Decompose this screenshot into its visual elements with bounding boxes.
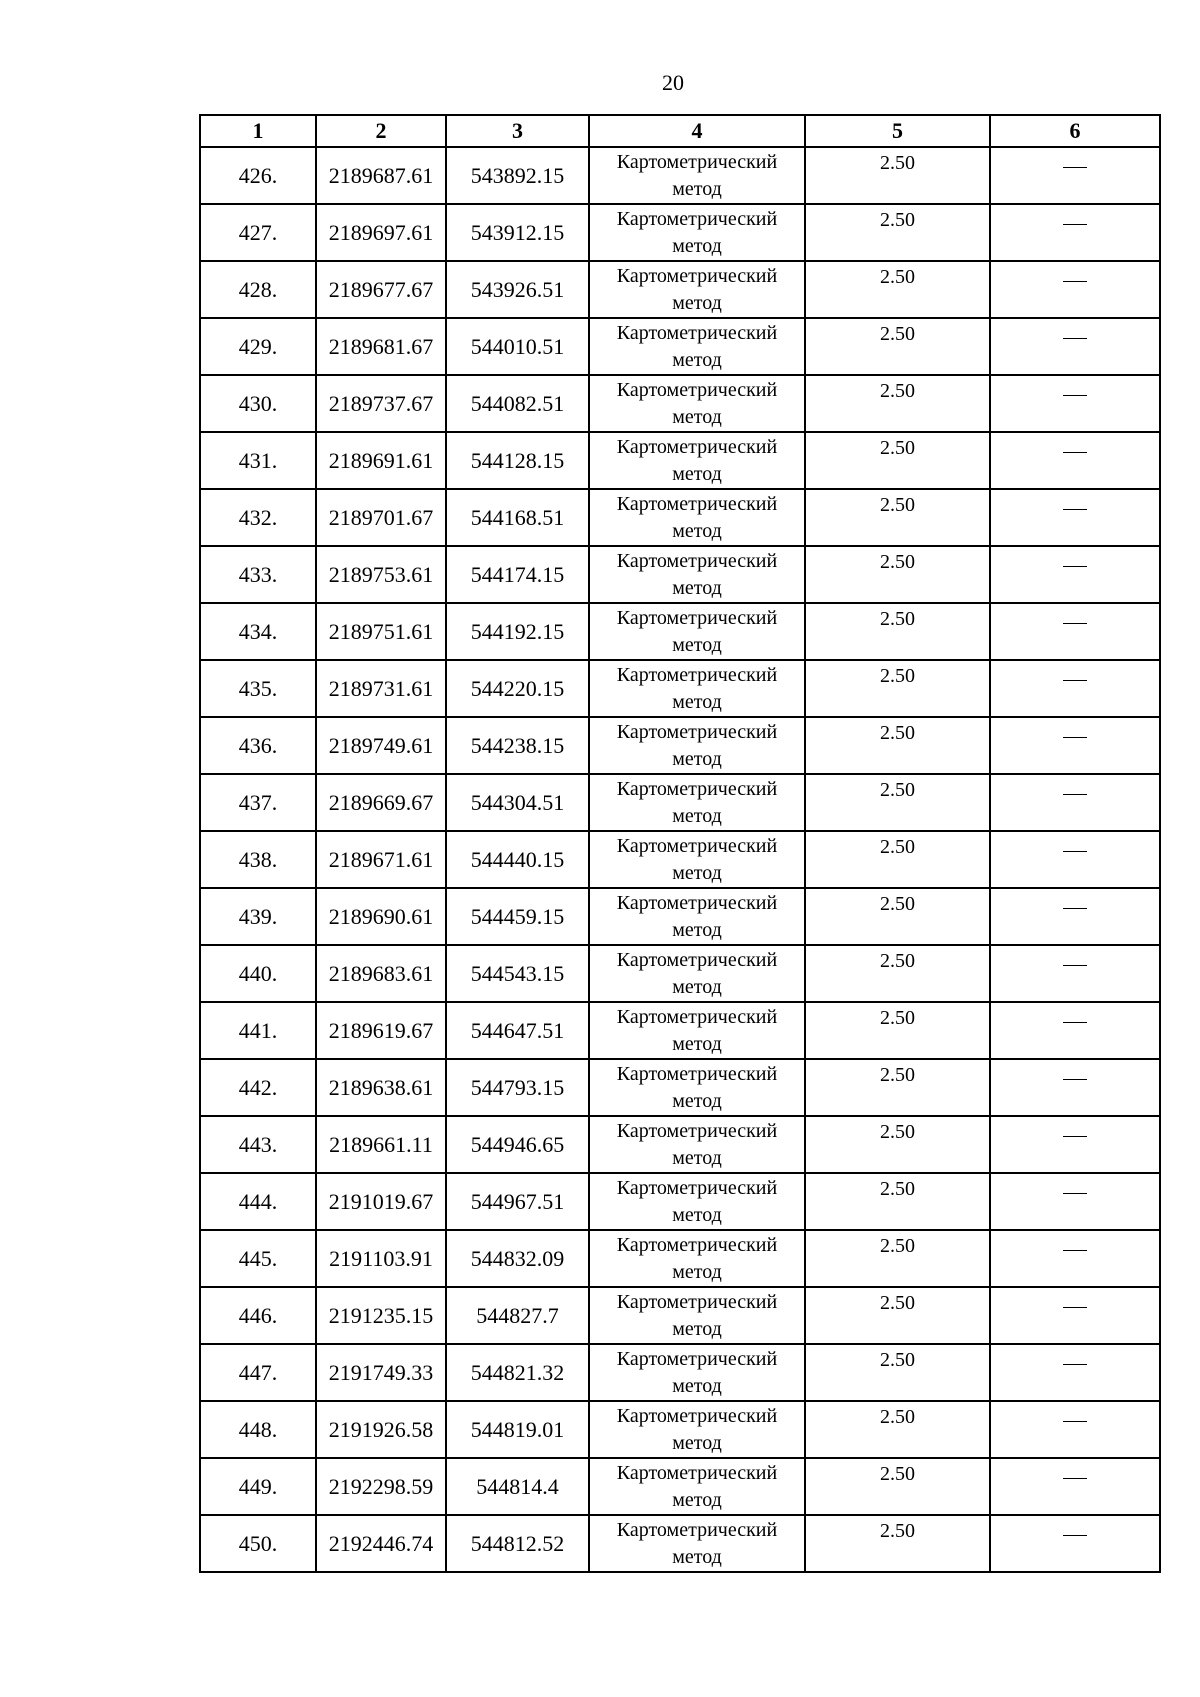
- note-cell: [990, 546, 1160, 603]
- accuracy-cell: [805, 1344, 990, 1401]
- table-row: [200, 831, 1160, 888]
- method-cell: Картометрический метод: [589, 147, 805, 204]
- point-number-cell: 447.: [200, 1344, 316, 1401]
- point-number-cell: 439.: [200, 888, 316, 945]
- x-coordinate-cell: 2189619.67: [316, 1002, 446, 1059]
- point-number-cell: 441.: [200, 1002, 316, 1059]
- page-number: 20: [662, 70, 684, 95]
- accuracy-value: 2.50: [880, 608, 915, 630]
- dash-mark: [1063, 965, 1087, 966]
- dash-mark: [1063, 737, 1087, 738]
- accuracy-value: 2.50: [880, 380, 915, 402]
- x-coordinate-cell: 2192298.59: [316, 1458, 446, 1515]
- accuracy-cell: [805, 432, 990, 489]
- table-row: [200, 147, 1160, 204]
- y-coordinate-cell: 543912.15: [446, 204, 589, 261]
- accuracy-cell: [805, 1230, 990, 1287]
- dash-mark: [1063, 1079, 1087, 1080]
- dash-mark: [1063, 851, 1087, 852]
- accuracy-cell: [805, 1515, 990, 1572]
- table-row: [200, 888, 1160, 945]
- method-cell: Картометрический метод: [589, 1401, 805, 1458]
- accuracy-value: 2.50: [880, 266, 915, 288]
- method-cell: Картометрический метод: [589, 375, 805, 432]
- dash-mark: [1063, 509, 1087, 510]
- method-cell: Картометрический метод: [589, 774, 805, 831]
- accuracy-cell: [805, 1059, 990, 1116]
- table-row: [200, 717, 1160, 774]
- y-coordinate-cell: 544168.51: [446, 489, 589, 546]
- table-header-row: [200, 115, 1160, 147]
- x-coordinate-cell: 2189638.61: [316, 1059, 446, 1116]
- accuracy-value: 2.50: [880, 1235, 915, 1257]
- point-number-cell: 443.: [200, 1116, 316, 1173]
- accuracy-value: 2.50: [880, 1349, 915, 1371]
- accuracy-cell: [805, 546, 990, 603]
- note-cell: [990, 1002, 1160, 1059]
- point-number-cell: 432.: [200, 489, 316, 546]
- x-coordinate-cell: 2189749.61: [316, 717, 446, 774]
- header-col-5: 5: [805, 115, 990, 147]
- table-row: [200, 1458, 1160, 1515]
- dash-mark: [1063, 1478, 1087, 1479]
- note-cell: [990, 1515, 1160, 1572]
- y-coordinate-cell: 543926.51: [446, 261, 589, 318]
- x-coordinate-cell: 2189677.67: [316, 261, 446, 318]
- method-cell: Картометрический метод: [589, 1287, 805, 1344]
- y-coordinate-cell: 544304.51: [446, 774, 589, 831]
- note-cell: [990, 888, 1160, 945]
- x-coordinate-cell: 2189701.67: [316, 489, 446, 546]
- accuracy-value: 2.50: [880, 1520, 915, 1542]
- table-row: [200, 375, 1160, 432]
- table-row: [200, 432, 1160, 489]
- dash-mark: [1063, 338, 1087, 339]
- accuracy-cell: [805, 774, 990, 831]
- point-number-cell: 442.: [200, 1059, 316, 1116]
- y-coordinate-cell: 543892.15: [446, 147, 589, 204]
- x-coordinate-cell: 2189690.61: [316, 888, 446, 945]
- method-cell: Картометрический метод: [589, 660, 805, 717]
- x-coordinate-cell: 2189697.61: [316, 204, 446, 261]
- y-coordinate-cell: 544819.01: [446, 1401, 589, 1458]
- accuracy-cell: [805, 1173, 990, 1230]
- accuracy-value: 2.50: [880, 722, 915, 744]
- note-cell: [990, 774, 1160, 831]
- note-cell: [990, 204, 1160, 261]
- note-cell: [990, 1458, 1160, 1515]
- method-cell: Картометрический метод: [589, 603, 805, 660]
- point-number-cell: 427.: [200, 204, 316, 261]
- header-col-6: 6: [990, 115, 1160, 147]
- note-cell: [990, 489, 1160, 546]
- dash-mark: [1063, 1307, 1087, 1308]
- y-coordinate-cell: 544543.15: [446, 945, 589, 1002]
- x-coordinate-cell: 2191749.33: [316, 1344, 446, 1401]
- x-coordinate-cell: 2189737.67: [316, 375, 446, 432]
- note-cell: [990, 1059, 1160, 1116]
- point-number-cell: 436.: [200, 717, 316, 774]
- dash-mark: [1063, 566, 1087, 567]
- accuracy-cell: [805, 603, 990, 660]
- method-cell: Картометрический метод: [589, 717, 805, 774]
- table-row: [200, 603, 1160, 660]
- accuracy-value: 2.50: [880, 551, 915, 573]
- dash-mark: [1063, 623, 1087, 624]
- y-coordinate-cell: 544793.15: [446, 1059, 589, 1116]
- y-coordinate-cell: 544192.15: [446, 603, 589, 660]
- method-cell: Картометрический метод: [589, 888, 805, 945]
- accuracy-cell: [805, 945, 990, 1002]
- point-number-cell: 434.: [200, 603, 316, 660]
- point-number-cell: 430.: [200, 375, 316, 432]
- header-col-2: 2: [316, 115, 446, 147]
- note-cell: [990, 432, 1160, 489]
- point-number-cell: 440.: [200, 945, 316, 1002]
- method-cell: Картометрический метод: [589, 1002, 805, 1059]
- table-body: [200, 147, 1160, 1572]
- point-number-cell: 433.: [200, 546, 316, 603]
- note-cell: [990, 831, 1160, 888]
- accuracy-cell: [805, 660, 990, 717]
- accuracy-cell: [805, 1458, 990, 1515]
- dash-mark: [1063, 1535, 1087, 1536]
- accuracy-value: 2.50: [880, 665, 915, 687]
- accuracy-cell: [805, 717, 990, 774]
- y-coordinate-cell: 544128.15: [446, 432, 589, 489]
- table-row: [200, 774, 1160, 831]
- y-coordinate-cell: 544814.4: [446, 1458, 589, 1515]
- dash-mark: [1063, 1421, 1087, 1422]
- point-number-cell: 445.: [200, 1230, 316, 1287]
- x-coordinate-cell: 2189687.61: [316, 147, 446, 204]
- point-number-cell: 450.: [200, 1515, 316, 1572]
- table-row: [200, 1230, 1160, 1287]
- y-coordinate-cell: 544174.15: [446, 546, 589, 603]
- y-coordinate-cell: 544821.32: [446, 1344, 589, 1401]
- method-cell: Картометрический метод: [589, 261, 805, 318]
- point-number-cell: 448.: [200, 1401, 316, 1458]
- method-cell: Картометрический метод: [589, 1059, 805, 1116]
- y-coordinate-cell: 544010.51: [446, 318, 589, 375]
- y-coordinate-cell: 544220.15: [446, 660, 589, 717]
- y-coordinate-cell: 544238.15: [446, 717, 589, 774]
- x-coordinate-cell: 2189661.11: [316, 1116, 446, 1173]
- dash-mark: [1063, 1193, 1087, 1194]
- note-cell: [990, 1344, 1160, 1401]
- dash-mark: [1063, 395, 1087, 396]
- accuracy-value: 2.50: [880, 1406, 915, 1428]
- method-cell: Картометрический метод: [589, 546, 805, 603]
- x-coordinate-cell: 2189751.61: [316, 603, 446, 660]
- dash-mark: [1063, 1364, 1087, 1365]
- dash-mark: [1063, 452, 1087, 453]
- x-coordinate-cell: 2191019.67: [316, 1173, 446, 1230]
- dash-mark: [1063, 1250, 1087, 1251]
- note-cell: [990, 1287, 1160, 1344]
- accuracy-cell: [805, 831, 990, 888]
- table-row: [200, 660, 1160, 717]
- accuracy-cell: [805, 1116, 990, 1173]
- accuracy-value: 2.50: [880, 836, 915, 858]
- note-cell: [990, 660, 1160, 717]
- dash-mark: [1063, 224, 1087, 225]
- method-cell: Картометрический метод: [589, 831, 805, 888]
- table-row: [200, 489, 1160, 546]
- x-coordinate-cell: 2189753.61: [316, 546, 446, 603]
- x-coordinate-cell: 2189671.61: [316, 831, 446, 888]
- accuracy-value: 2.50: [880, 1178, 915, 1200]
- accuracy-cell: [805, 261, 990, 318]
- dash-mark: [1063, 281, 1087, 282]
- dash-mark: [1063, 1022, 1087, 1023]
- table-row: [200, 1173, 1160, 1230]
- y-coordinate-cell: 544967.51: [446, 1173, 589, 1230]
- method-cell: Картометрический метод: [589, 1116, 805, 1173]
- table-row: [200, 1116, 1160, 1173]
- accuracy-value: 2.50: [880, 1292, 915, 1314]
- accuracy-value: 2.50: [880, 209, 915, 231]
- note-cell: [990, 375, 1160, 432]
- coordinates-table: [199, 114, 1161, 1573]
- x-coordinate-cell: 2189669.67: [316, 774, 446, 831]
- y-coordinate-cell: 544832.09: [446, 1230, 589, 1287]
- accuracy-cell: [805, 888, 990, 945]
- table-row: [200, 318, 1160, 375]
- method-cell: Картометрический метод: [589, 489, 805, 546]
- dash-mark: [1063, 680, 1087, 681]
- method-cell: Картометрический метод: [589, 1173, 805, 1230]
- point-number-cell: 428.: [200, 261, 316, 318]
- y-coordinate-cell: 544812.52: [446, 1515, 589, 1572]
- table-row: [200, 945, 1160, 1002]
- point-number-cell: 431.: [200, 432, 316, 489]
- accuracy-value: 2.50: [880, 323, 915, 345]
- note-cell: [990, 945, 1160, 1002]
- point-number-cell: 438.: [200, 831, 316, 888]
- x-coordinate-cell: 2192446.74: [316, 1515, 446, 1572]
- table-row: [200, 1401, 1160, 1458]
- table-row: [200, 1002, 1160, 1059]
- accuracy-value: 2.50: [880, 152, 915, 174]
- y-coordinate-cell: 544647.51: [446, 1002, 589, 1059]
- table-row: [200, 1287, 1160, 1344]
- table-row: [200, 1059, 1160, 1116]
- table-row: [200, 1515, 1160, 1572]
- header-col-4: 4: [589, 115, 805, 147]
- header-col-3: 3: [446, 115, 589, 147]
- accuracy-cell: [805, 147, 990, 204]
- accuracy-cell: [805, 204, 990, 261]
- note-cell: [990, 603, 1160, 660]
- x-coordinate-cell: 2189683.61: [316, 945, 446, 1002]
- accuracy-cell: [805, 1401, 990, 1458]
- y-coordinate-cell: 544827.7: [446, 1287, 589, 1344]
- method-cell: Картометрический метод: [589, 204, 805, 261]
- dash-mark: [1063, 794, 1087, 795]
- note-cell: [990, 1116, 1160, 1173]
- y-coordinate-cell: 544946.65: [446, 1116, 589, 1173]
- note-cell: [990, 261, 1160, 318]
- x-coordinate-cell: 2189731.61: [316, 660, 446, 717]
- point-number-cell: 435.: [200, 660, 316, 717]
- accuracy-value: 2.50: [880, 950, 915, 972]
- dash-mark: [1063, 1136, 1087, 1137]
- point-number-cell: 437.: [200, 774, 316, 831]
- note-cell: [990, 147, 1160, 204]
- accuracy-cell: [805, 318, 990, 375]
- table-row: [200, 204, 1160, 261]
- accuracy-value: 2.50: [880, 437, 915, 459]
- point-number-cell: 444.: [200, 1173, 316, 1230]
- table-row: [200, 261, 1160, 318]
- method-cell: Картометрический метод: [589, 1344, 805, 1401]
- x-coordinate-cell: 2191103.91: [316, 1230, 446, 1287]
- accuracy-cell: [805, 489, 990, 546]
- table-row: [200, 1344, 1160, 1401]
- accuracy-cell: [805, 1002, 990, 1059]
- note-cell: [990, 318, 1160, 375]
- method-cell: Картометрический метод: [589, 1230, 805, 1287]
- note-cell: [990, 717, 1160, 774]
- note-cell: [990, 1230, 1160, 1287]
- accuracy-value: 2.50: [880, 1007, 915, 1029]
- method-cell: Картометрический метод: [589, 318, 805, 375]
- accuracy-value: 2.50: [880, 1463, 915, 1485]
- accuracy-value: 2.50: [880, 494, 915, 516]
- note-cell: [990, 1173, 1160, 1230]
- y-coordinate-cell: 544440.15: [446, 831, 589, 888]
- accuracy-cell: [805, 1287, 990, 1344]
- dash-mark: [1063, 167, 1087, 168]
- method-cell: Картометрический метод: [589, 432, 805, 489]
- header-col-1: 1: [200, 115, 316, 147]
- method-cell: Картометрический метод: [589, 945, 805, 1002]
- method-cell: Картометрический метод: [589, 1458, 805, 1515]
- accuracy-value: 2.50: [880, 893, 915, 915]
- x-coordinate-cell: 2191235.15: [316, 1287, 446, 1344]
- accuracy-value: 2.50: [880, 1121, 915, 1143]
- x-coordinate-cell: 2189691.61: [316, 432, 446, 489]
- y-coordinate-cell: 544082.51: [446, 375, 589, 432]
- accuracy-cell: [805, 375, 990, 432]
- note-cell: [990, 1401, 1160, 1458]
- x-coordinate-cell: 2191926.58: [316, 1401, 446, 1458]
- accuracy-value: 2.50: [880, 1064, 915, 1086]
- x-coordinate-cell: 2189681.67: [316, 318, 446, 375]
- y-coordinate-cell: 544459.15: [446, 888, 589, 945]
- point-number-cell: 426.: [200, 147, 316, 204]
- point-number-cell: 429.: [200, 318, 316, 375]
- dash-mark: [1063, 908, 1087, 909]
- point-number-cell: 446.: [200, 1287, 316, 1344]
- accuracy-value: 2.50: [880, 779, 915, 801]
- point-number-cell: 449.: [200, 1458, 316, 1515]
- method-cell: Картометрический метод: [589, 1515, 805, 1572]
- table-row: [200, 546, 1160, 603]
